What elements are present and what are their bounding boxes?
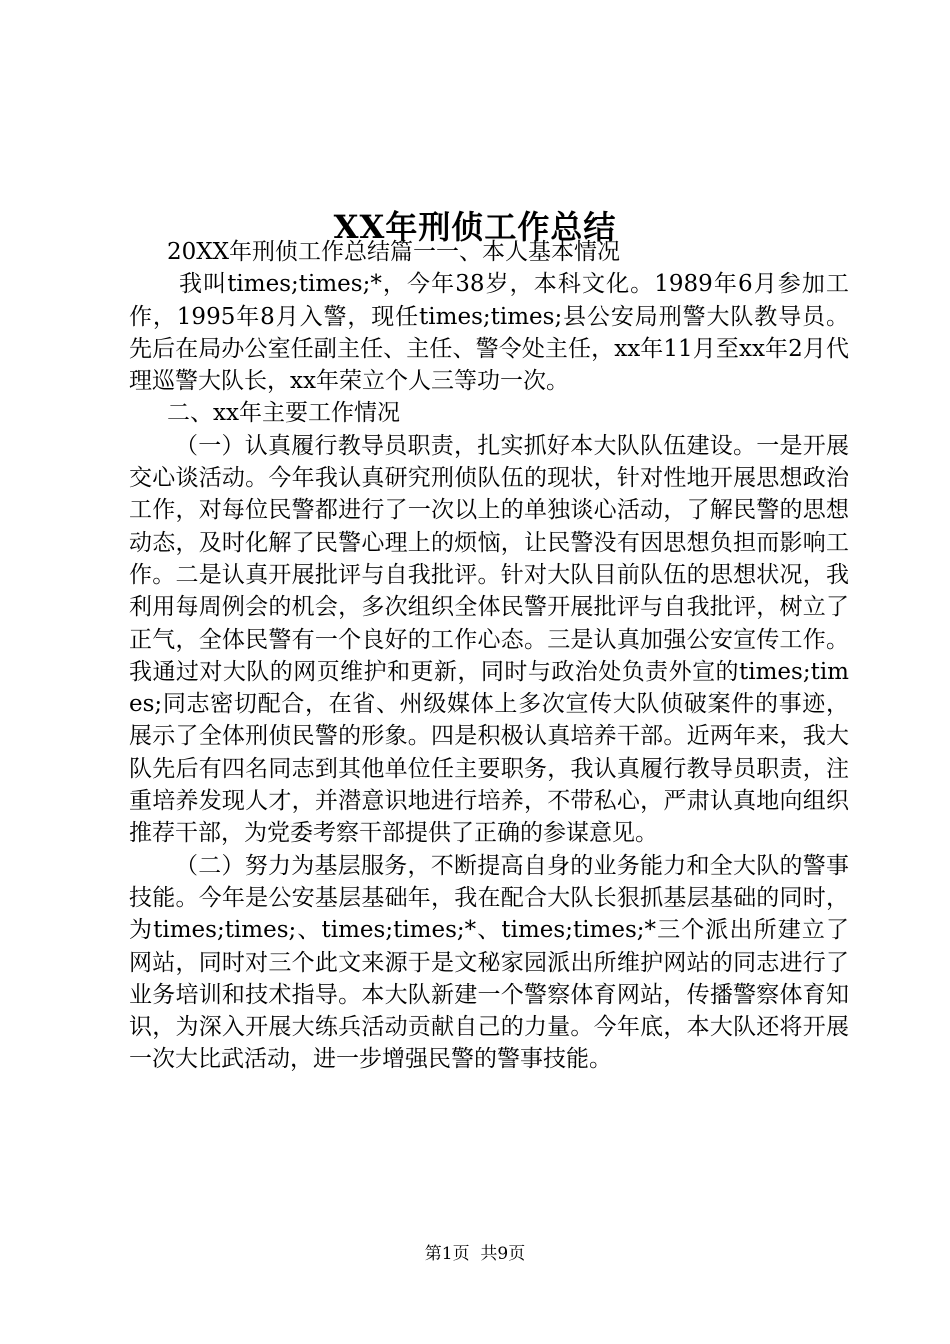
paragraph-work-one: （一）认真履行教导员职责，扎实抓好本大队队伍建设。一是开展交心谈活动。今年我认真研究刑侦队伍的现状，针对性地开展思想政治工作，对每位民警都进行了一次以上的单独谈心活动，了解民警的思想动态，及时化解了民警心理上的烦恼，让民警没有因思想负担而影响工作。二是认真开展批评与自我批评。针对大队目前队伍的思想状况，我利用每周例会的机会，多次组织全体民警开展批评与自我批评，树立了正气，全体民警有一个良好的工作心态。三是认真加强公安宣传工作。我通过对大队的网页维护和更新，同时与政治处负责外宣的times;times;同志密切配合，在省、州级媒体上多次宣传大队侦破案件的事迹，展示了全体刑侦民警的形象。四是积极认真培养干部。近两年来，我大队先后有四名同志到其他单位任主要职务，我认真履行教导员职责，注重培养发现人才，并潜意识地进行培养，不带私心，严肃认真地向组织推荐干部，为党委考察干部提供了正确的参谋意见。 — [129, 432, 849, 847]
document-body — [129, 236, 849, 1076]
paragraph-basic-info: 我叫times;times;*，今年38岁，本科文化。1989年6月参加工作，1995年8月入警，现任times;times;县公安局刑警大队教导员。先后在局办公室任副主任、主任、警令处主任，xx年11月至xx年2月代理巡警大队长，xx年荣立个人三等功一次。 — [129, 271, 849, 395]
paragraph-work-two: （二）努力为基层服务，不断提高自身的业务能力和全大队的警事技能。今年是公安基层基础年，我在配合大队长狠抓基层基础的同时，为times;times;、times;times;*、times;times;*三个派出所建立了网站，同时对三个此文来源于是文秘家园派出所维护网站的同志进行了业务培训和技术指导。本大队新建一个警察体育网站，传播警察体育知识，为深入开展大练兵活动贡献自己的力量。今年底，本大队还将开展一次大比武活动，进一步增强民警的警事技能。 — [129, 852, 849, 1073]
page-footer — [0, 1243, 950, 1265]
page-number: 第1页 — [424, 1244, 470, 1264]
paragraph-section-heading: 二、xx年主要工作情况 — [167, 400, 400, 427]
document-title: XX年刑侦工作总结 — [333, 208, 617, 247]
paragraph-intro-heading: 20XX年刑侦工作总结篇一一、本人基本情况 — [167, 239, 621, 265]
page-total: 共9页 — [480, 1244, 526, 1264]
